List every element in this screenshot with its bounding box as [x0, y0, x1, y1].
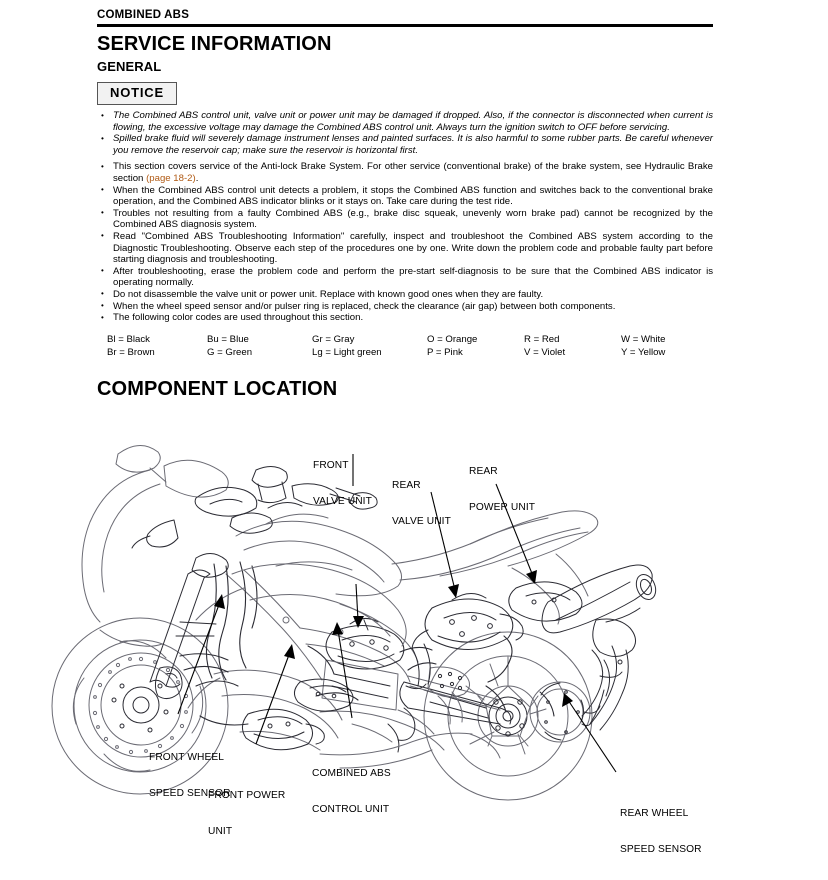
color-code: P = Pink	[427, 346, 463, 358]
section-subtitle: GENERAL	[97, 59, 162, 74]
bullet-text-tail: .	[195, 172, 199, 184]
callout-line: VALVE UNIT	[313, 496, 372, 507]
passenger-peg-bracket	[582, 650, 610, 716]
callout-line: REAR WHEEL	[620, 808, 689, 819]
general-bullet-list	[97, 161, 713, 323]
component-location-figure	[0, 424, 828, 855]
notice-item: • The Combined ABS control unit, valve unit or power unit may be damaged if dropped. Also, if the connector is disconnected when current is flowing, the excessive voltage may damage the Combined ABS control unit. Always turn the ignition switch to OFF before servicing.	[97, 110, 713, 133]
color-code: O = Orange	[427, 333, 478, 345]
rear-brake-disc	[530, 682, 590, 742]
list-item: • Read "Combined ABS Troubleshooting Information" carefully, inspect and troubleshoot the Combined ABS system according to the Diagnostic Troubleshooting. Observe each step of the procedures one by one. Write down the problem code and probable faulty part before starting diagnosis and troubleshooting.	[97, 231, 713, 266]
table-row	[107, 333, 705, 346]
color-code: Bl = Black	[107, 333, 150, 345]
callout-line: POWER UNIT	[469, 502, 536, 513]
color-code: W = White	[621, 333, 666, 345]
callout-line: SPEED SENSOR	[620, 844, 702, 855]
front-fork	[150, 553, 228, 686]
callout-line: REAR	[392, 480, 421, 491]
rear-power-unit-part	[509, 582, 582, 621]
color-code: Y = Yellow	[621, 346, 666, 358]
callout-combined-abs-control-unit	[312, 744, 391, 840]
color-code: Bu = Blue	[207, 333, 249, 345]
list-item: • When the wheel speed sensor and/or pulser ring is replaced, check the clearance (air gap) between both components.	[97, 301, 713, 313]
color-code: Lg = Light green	[312, 346, 382, 358]
notice-label: NOTICE	[110, 85, 164, 100]
page-content	[97, 8, 713, 401]
notice-item: • Spilled brake fluid will severely damage instrument lenses and painted surfaces. It is also harmful to some rubber parts. Be careful whenever you remove the reservoir cap; make sure the reservoir is horizontal first.	[97, 133, 713, 156]
running-head: COMBINED ABS	[97, 9, 190, 21]
callout-line: FRONT	[313, 460, 349, 471]
callout-rear-power-unit	[469, 442, 535, 538]
color-code: Gr = Gray	[312, 333, 355, 345]
callout-rear-wheel-speed-sensor	[620, 784, 702, 880]
list-item: • Troubles not resulting from a faulty Combined ABS (e.g., brake disc squeak, unevenly worn brake pad) cannot be recognized by the Combined ABS diagnosis system.	[97, 208, 713, 231]
callout-line: UNIT	[208, 826, 233, 837]
color-code: Br = Brown	[107, 346, 155, 358]
header-rule	[97, 24, 713, 27]
list-item: • Do not disassemble the valve unit or power unit. Replace with known good ones when they are faulty.	[97, 289, 713, 301]
color-code-table	[107, 333, 705, 359]
callout-line: VALVE UNIT	[392, 516, 451, 527]
callout-line: REAR	[469, 466, 498, 477]
page-reference-link[interactable]: (page 18-2)	[146, 172, 196, 184]
color-code: G = Green	[207, 346, 253, 358]
callout-line: FRONT WHEEL	[149, 752, 225, 763]
rear-valve-unit-part	[412, 593, 523, 649]
callout-rear-valve-unit	[392, 456, 451, 552]
callout-front-power-unit	[208, 766, 285, 862]
list-item: • The following color codes are used throughout this section.	[97, 312, 713, 324]
rear-suspension	[388, 644, 430, 752]
table-row	[107, 346, 705, 359]
list-item: • When the Combined ABS control unit detects a problem, it stops the Combined ABS function and switches back to the conventional brake operation, and the Combined ABS indicator blinks or it stays on. Take care during the test ride.	[97, 185, 713, 208]
list-item: • After troubleshooting, erase the problem code and perform the pre-start self-diagnosis to be sure that the Combined ABS indicator is operating normally.	[97, 266, 713, 289]
callout-front-valve-unit	[313, 436, 372, 532]
exhaust-muffler	[542, 565, 659, 633]
callout-line: COMBINED ABS	[312, 768, 391, 779]
page-title: SERVICE INFORMATION	[97, 33, 332, 55]
list-item	[97, 161, 713, 184]
color-code: R = Red	[524, 333, 560, 345]
color-code: V = Violet	[524, 346, 566, 358]
bullet-text: This section covers service of the Anti-lock Brake System. For other service (conventional brake) of the brake system, see Hydraulic Brake section	[113, 161, 713, 184]
front-fairing	[82, 445, 228, 646]
notice-badge	[97, 82, 177, 105]
callout-line: FRONT POWER	[208, 790, 286, 801]
callout-line: SPEED SENSOR	[149, 788, 231, 799]
notice-list	[97, 110, 713, 156]
rear-wheel	[424, 632, 592, 800]
callout-line: CONTROL UNIT	[312, 804, 390, 815]
component-location-title: COMPONENT LOCATION	[97, 377, 338, 400]
